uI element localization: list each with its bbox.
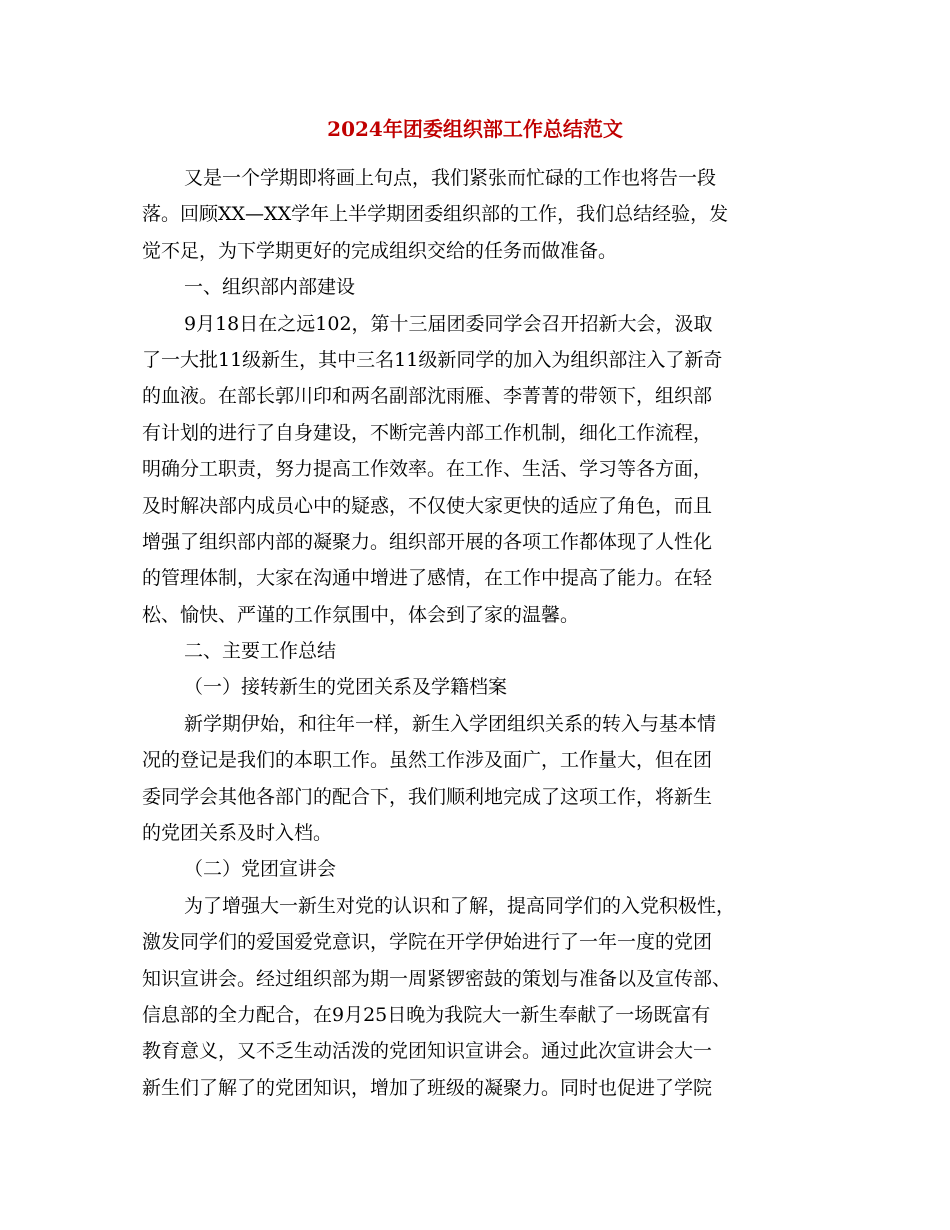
text-line: 的管理体制，大家在沟通中增进了感情，在工作中提高了能力。在轻 — [142, 567, 713, 590]
text-line: 新生们了解了的党团知识，增加了班级的凝聚力。同时也促进了学院 — [142, 1076, 713, 1099]
text-line: 二、主要工作总结 — [184, 640, 337, 663]
text-line: 又是一个学期即将画上句点，我们紧张而忙碌的工作也将告一段 — [184, 167, 717, 189]
text-line: （一）接转新生的党团关系及学籍档案 — [184, 676, 508, 699]
document-body — [142, 160, 812, 1106]
text-line: 了一大批11级新生，其中三名11级新同学的加入为组织部注入了新奇 — [142, 348, 723, 371]
text-line: 信息部的全力配合，在9月25日晚为我院大一新生奉献了一场既富有 — [142, 1003, 711, 1026]
text-line: 明确分工职责，努力提高工作效率。在工作、生活、学习等各方面， — [142, 458, 713, 481]
document-title: 2024年团委组织部工作总结范文 — [327, 117, 623, 141]
text-line: 增强了组织部内部的凝聚力。组织部开展的各项工作都体现了人性化 — [142, 530, 713, 553]
text-line: （二）党团宣讲会 — [184, 858, 337, 881]
text-line: 落。回顾XX—XX学年上半学期团委组织部的工作，我们总结经验，发 — [142, 203, 729, 226]
text-line: 松、愉快、严谨的工作氛围中，体会到了家的温馨。 — [142, 603, 580, 626]
text-line: 觉不足，为下学期更好的完成组织交给的任务而做准备。 — [142, 239, 618, 262]
text-line: 新学期伊始，和往年一样，新生入学团组织关系的转入与基本情 — [184, 712, 717, 735]
text-line: 委同学会其他各部门的配合下，我们顺利地完成了这项工作，将新生 — [142, 785, 713, 808]
text-line: 有计划的进行了自身建设，不断完善内部工作机制，细化工作流程， — [142, 421, 713, 444]
text-line: 激发同学们的爱国爱党意识，学院在开学伊始进行了一年一度的党团 — [142, 931, 713, 954]
text-line: 的血液。在部长郭川印和两名副部沈雨雁、李菁菁的带领下，组织部 — [142, 385, 713, 408]
text-line: 为了增强大一新生对党的认识和了解，提高同学们的入党积极性， — [184, 894, 736, 917]
text-line: 及时解决部内成员心中的疑惑，不仅使大家更快的适应了角色，而且 — [142, 494, 713, 517]
text-line: 教育意义，又不乏生动活泼的党团知识宣讲会。通过此次宣讲会大一 — [142, 1040, 713, 1063]
text-line: 9月18日在之远102，第十三届团委同学会召开招新大会，汲取 — [184, 312, 713, 335]
text-line: 一、组织部内部建设 — [184, 276, 356, 299]
text-line: 况的登记是我们的本职工作。虽然工作涉及面广，工作量大，但在团 — [142, 749, 713, 772]
text-line: 知识宣讲会。经过组织部为期一周紧锣密鼓的策划与准备以及宣传部、 — [142, 967, 732, 990]
text-line: 的党团关系及时入档。 — [142, 822, 333, 845]
